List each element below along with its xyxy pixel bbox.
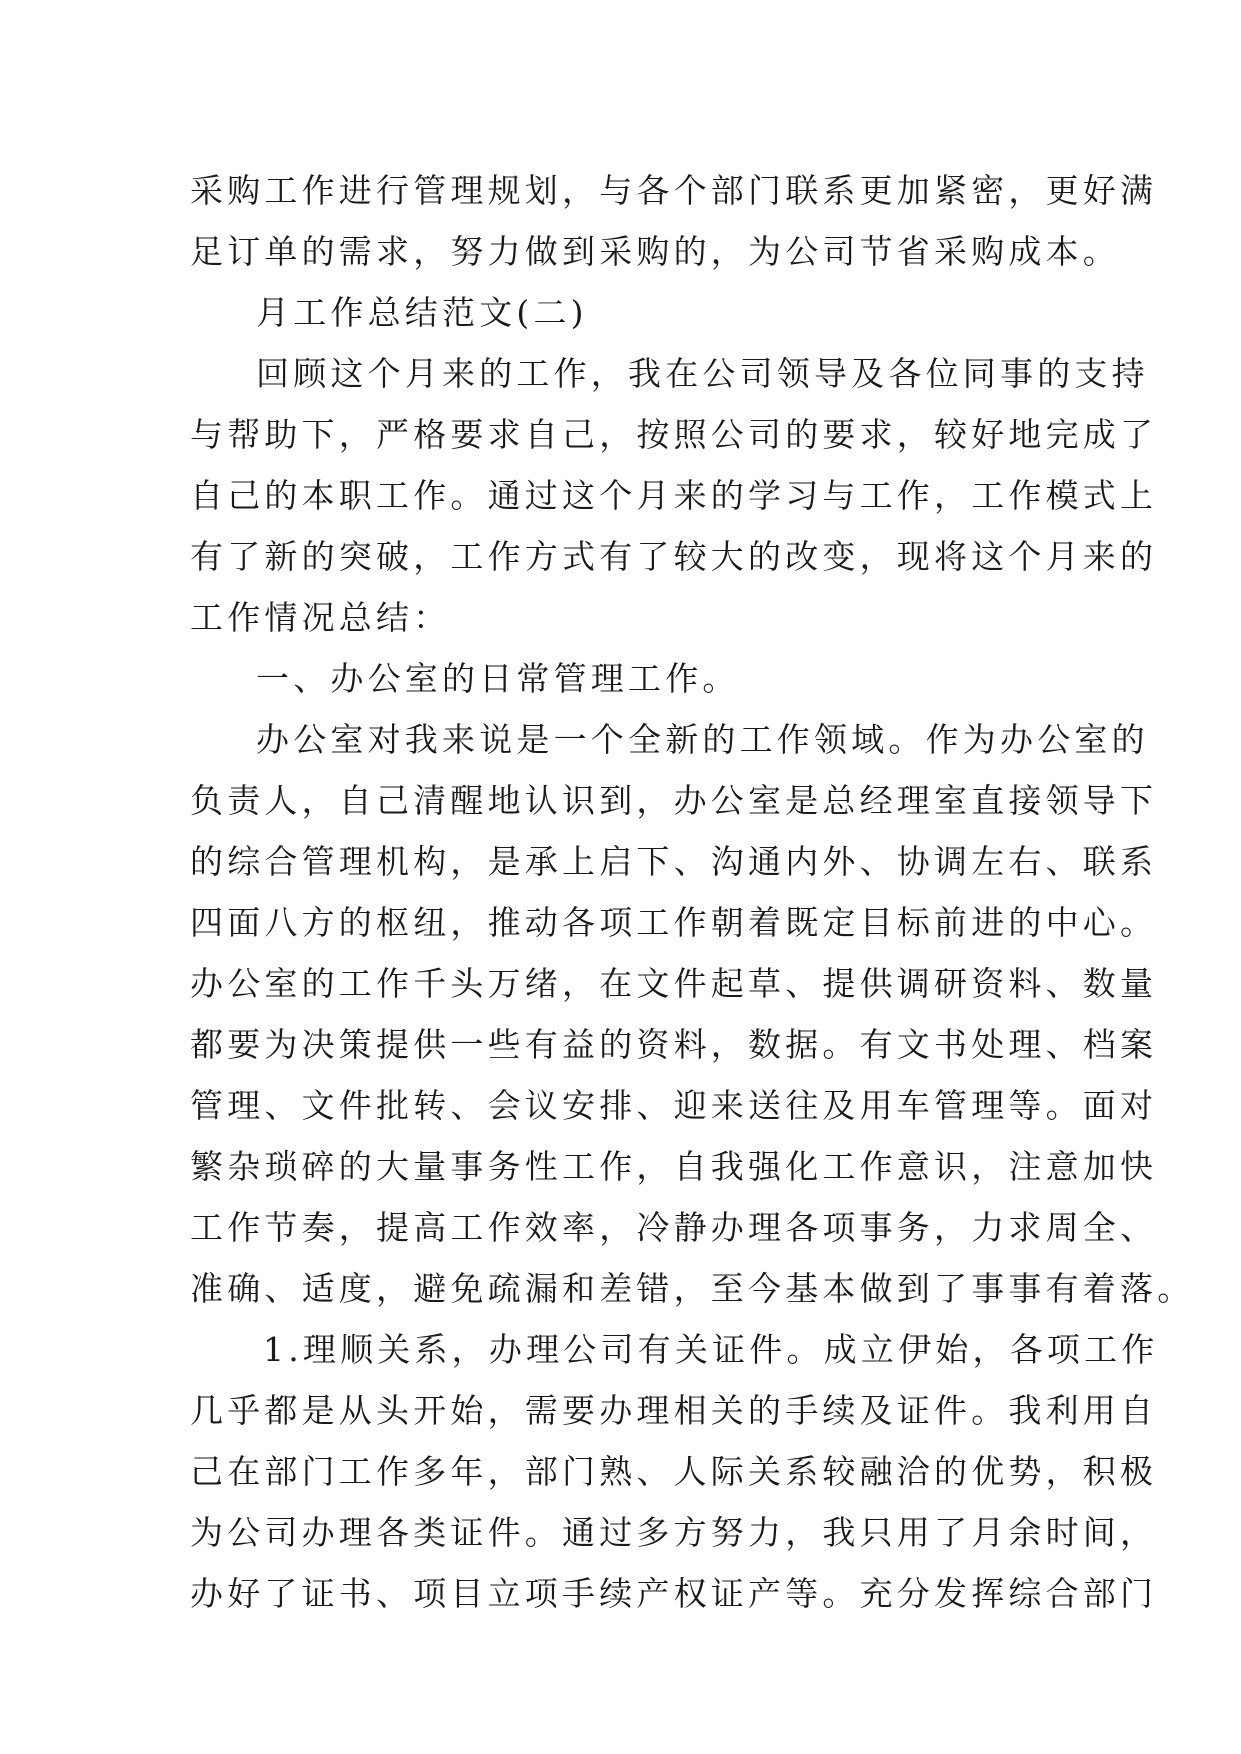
text-line: 办好了证书、项目立项手续产权证产等。充分发挥综合部门 — [190, 1574, 1158, 1613]
text-line: 己在部门工作多年，部门熟、人际关系较融洽的优势，积极 — [190, 1452, 1158, 1491]
text-line: 工作情况总结： — [190, 598, 451, 637]
text-line: 负责人，自己清醒地认识到，办公室是总经理室直接领导下 — [190, 781, 1158, 820]
text-line: 为公司办理各类证件。通过多方努力，我只用了月余时间， — [190, 1513, 1158, 1552]
numbered-item: 1.理顺关系，办理公司有关证件。成立伊始，各项工作 — [263, 1330, 1159, 1369]
text-line: 与帮助下，严格要求自己，按照公司的要求，较好地完成了 — [190, 415, 1158, 454]
text-line: 足订单的需求，努力做到采购的，为公司节省采购成本。 — [190, 232, 1120, 271]
text-line: 繁杂琐碎的大量事务性工作，自我强化工作意识，注意加快 — [190, 1147, 1158, 1186]
text-line: 的综合管理机构，是承上启下、沟通内外、协调左右、联系 — [190, 842, 1158, 881]
section-title: 月工作总结范文(二) — [256, 293, 588, 332]
text-line: 自己的本职工作。通过这个月来的学习与工作，工作模式上 — [190, 476, 1158, 515]
text-line: 回顾这个月来的工作，我在公司领导及各位同事的支持 — [256, 354, 1149, 393]
text-line: 四面八方的枢纽，推动各项工作朝着既定目标前进的中心。 — [190, 903, 1158, 942]
text-line: 采购工作进行管理规划，与各个部门联系更加紧密，更好满 — [190, 171, 1158, 210]
body-text — [190, 160, 1195, 1624]
text-line: 办公室对我来说是一个全新的工作领域。作为办公室的 — [256, 720, 1149, 759]
text-line: 有了新的突破，工作方式有了较大的改变，现将这个月来的 — [190, 537, 1158, 576]
text-line: 都要为决策提供一些有益的资料，数据。有文书处理、档案 — [190, 1025, 1158, 1064]
section-heading: 一、办公室的日常管理工作。 — [256, 659, 740, 698]
text-line: 几乎都是从头开始，需要办理相关的手续及证件。我利用自 — [190, 1391, 1158, 1430]
text-line: 工作节奏，提高工作效率，冷静办理各项事务，力求周全、 — [190, 1208, 1158, 1247]
text-line: 办公室的工作千头万绪，在文件起草、提供调研资料、数量 — [190, 964, 1158, 1003]
text-line: 管理、文件批转、会议安排、迎来送往及用车管理等。面对 — [190, 1086, 1158, 1125]
text-line: 准确、适度，避免疏漏和差错，至今基本做到了事事有着落。 — [190, 1269, 1195, 1308]
